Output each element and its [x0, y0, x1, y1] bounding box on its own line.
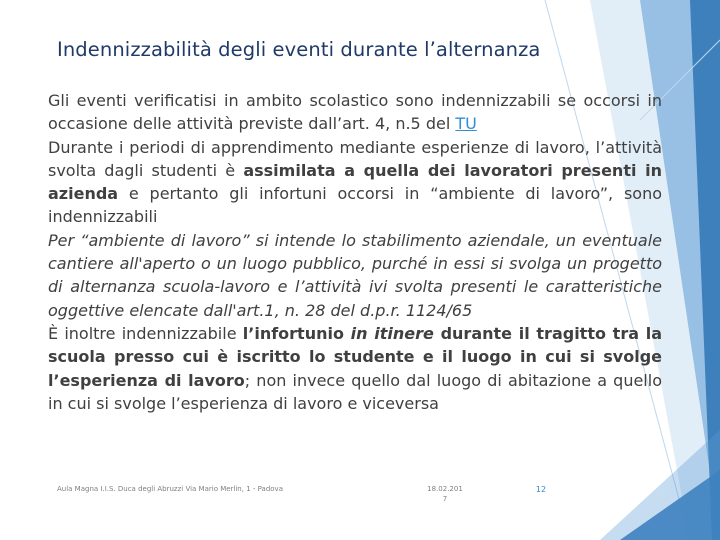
paragraph-4-bold-a: l’infortunio [242, 323, 351, 343]
paragraph-1-text: Gli eventi verificatisi in ambito scolastico sono indennizzabili se occorsi in occasione delle attività previste dall’art. 4, n.5 del [48, 91, 662, 134]
paragraph-4 [48, 322, 662, 415]
footer-date-line-2: 7 [442, 494, 448, 503]
paragraph-4-bold-b: durante il tragitto tra la scuola presso cui è iscritto lo studente e il luogo in cui si svolge l’esperienza di lavoro [48, 323, 663, 390]
footer-location: Aula Magna I.I.S. Duca degli Abruzzi Via Mario Merlin, 1 - Padova [57, 485, 283, 493]
paragraph-4-text-b: ; non invece quello dal luogo di abitazione a quello in cui si svolge l’esperienza di lavoro e viceversa [48, 370, 662, 413]
footer-page-number: 12 [535, 485, 547, 494]
paragraph-2-bold: assimilata a quella dei lavoratori presenti in azienda [48, 160, 662, 204]
paragraph-2 [48, 136, 662, 229]
footer-date [400, 485, 490, 504]
bottom-right-triangle-light [600, 430, 720, 540]
paragraph-4-bold-italic: in itinere [350, 323, 434, 343]
paragraph-4-text-a: È inoltre indennizzabile [48, 323, 243, 343]
tu-link[interactable]: TU [455, 114, 477, 134]
paragraph-2-text-b: e pertanto gli infortuni occorsi in “ambiente di lavoro”, sono indennizzabili [48, 184, 662, 227]
paragraph-2-text-a: Durante i periodi di apprendimento mediante esperienze di lavoro, l’attività svolta dagli studenti è [48, 137, 662, 180]
paragraph-3: Per “ambiente di lavoro” si intende lo stabilimento aziendale, un eventuale cantiere all'aperto o un luogo pubblico, purché in essi si svolga un progetto di alternanza scuola-lavoro e l’attività ivi svolta presenti le caratteristiche oggettive elencate dall'art.1, n. 28 del d.p.r. 1124/65 [48, 230, 662, 320]
paragraph-1 [48, 89, 662, 136]
slide-body [48, 89, 662, 415]
footer-date-line-1: 18.02.201 [427, 485, 463, 493]
slide-title: Indennizzabilità degli eventi durante l’alternanza [57, 38, 541, 61]
